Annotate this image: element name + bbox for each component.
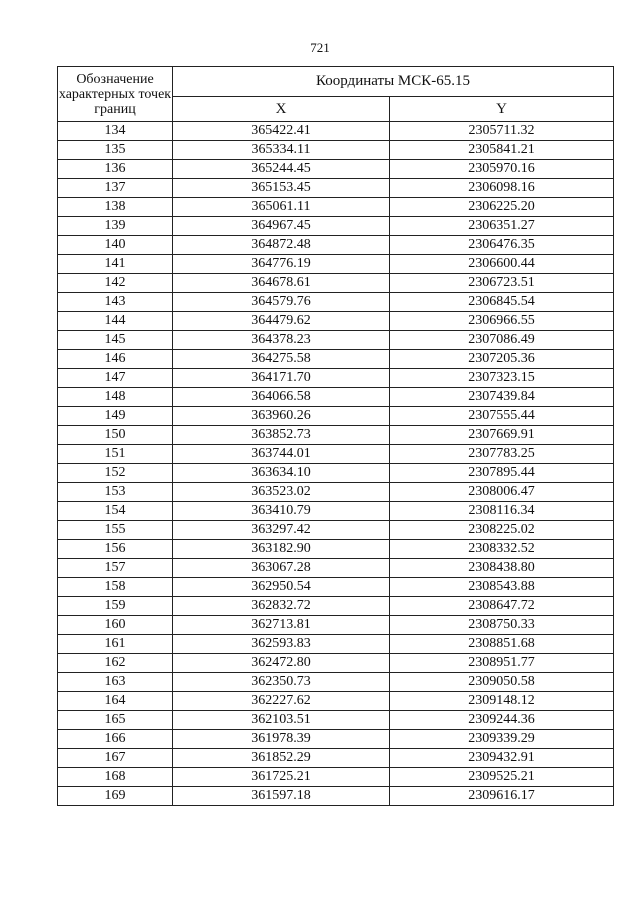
y-coordinate-cell: 2307669.91 [390, 426, 614, 445]
x-coordinate-cell: 361978.39 [173, 730, 390, 749]
table-row [58, 559, 614, 578]
point-number-cell: 157 [58, 559, 173, 578]
point-number-cell: 153 [58, 483, 173, 502]
x-coordinate-cell: 364678.61 [173, 274, 390, 293]
table-row [58, 597, 614, 616]
x-coordinate-cell: 363960.26 [173, 407, 390, 426]
table-row [58, 255, 614, 274]
point-number-cell: 164 [58, 692, 173, 711]
x-coordinate-cell: 364378.23 [173, 331, 390, 350]
table-row [58, 692, 614, 711]
y-coordinate-cell: 2309148.12 [390, 692, 614, 711]
point-number-cell: 142 [58, 274, 173, 293]
table-row [58, 217, 614, 236]
x-coordinate-cell: 363182.90 [173, 540, 390, 559]
x-coordinate-cell: 362227.62 [173, 692, 390, 711]
y-coordinate-cell: 2309244.36 [390, 711, 614, 730]
x-coordinate-cell: 363852.73 [173, 426, 390, 445]
y-coordinate-cell: 2306476.35 [390, 236, 614, 255]
point-number-cell: 135 [58, 141, 173, 160]
y-coordinate-cell: 2308006.47 [390, 483, 614, 502]
y-coordinate-cell: 2307555.44 [390, 407, 614, 426]
table-row [58, 236, 614, 255]
x-coordinate-cell: 362950.54 [173, 578, 390, 597]
point-number-cell: 145 [58, 331, 173, 350]
point-number-cell: 138 [58, 198, 173, 217]
point-number-cell: 139 [58, 217, 173, 236]
table-row [58, 464, 614, 483]
table-row [58, 521, 614, 540]
table-row [58, 578, 614, 597]
x-coordinate-cell: 364872.48 [173, 236, 390, 255]
point-number-cell: 169 [58, 787, 173, 806]
point-number-cell: 166 [58, 730, 173, 749]
point-number-cell: 162 [58, 654, 173, 673]
table-row [58, 730, 614, 749]
point-number-cell: 161 [58, 635, 173, 654]
point-number-cell: 150 [58, 426, 173, 445]
x-coordinate-cell: 361597.18 [173, 787, 390, 806]
point-number-cell: 147 [58, 369, 173, 388]
table-row [58, 198, 614, 217]
table-row [58, 388, 614, 407]
table-row [58, 179, 614, 198]
x-coordinate-cell: 361725.21 [173, 768, 390, 787]
table-row [58, 350, 614, 369]
point-number-cell: 134 [58, 122, 173, 141]
x-coordinate-cell: 361852.29 [173, 749, 390, 768]
y-coordinate-cell: 2309616.17 [390, 787, 614, 806]
table-row [58, 483, 614, 502]
y-coordinate-cell: 2307323.15 [390, 369, 614, 388]
x-coordinate-cell: 362593.83 [173, 635, 390, 654]
y-coordinate-cell: 2305711.32 [390, 122, 614, 141]
y-coordinate-cell: 2308225.02 [390, 521, 614, 540]
x-coordinate-cell: 363410.79 [173, 502, 390, 521]
table-row [58, 274, 614, 293]
x-coordinate-cell: 363523.02 [173, 483, 390, 502]
table-row [58, 122, 614, 141]
y-coordinate-cell: 2308438.80 [390, 559, 614, 578]
x-coordinate-cell: 362832.72 [173, 597, 390, 616]
y-coordinate-cell: 2309525.21 [390, 768, 614, 787]
y-coordinate-cell: 2309432.91 [390, 749, 614, 768]
point-number-cell: 141 [58, 255, 173, 274]
y-coordinate-cell: 2308647.72 [390, 597, 614, 616]
point-number-cell: 148 [58, 388, 173, 407]
coordinates-group-header: Координаты МСК-65.15 [173, 67, 614, 97]
table-row [58, 160, 614, 179]
point-number-cell: 152 [58, 464, 173, 483]
point-number-cell: 165 [58, 711, 173, 730]
x-coordinate-cell: 365422.41 [173, 122, 390, 141]
table-row [58, 711, 614, 730]
point-number-cell: 158 [58, 578, 173, 597]
table-row [58, 331, 614, 350]
page-number: 721 [310, 40, 330, 55]
x-coordinate-cell: 364776.19 [173, 255, 390, 274]
y-coordinate-cell: 2306351.27 [390, 217, 614, 236]
table-row [58, 673, 614, 692]
y-coordinate-cell: 2308543.88 [390, 578, 614, 597]
table-row [58, 616, 614, 635]
table-row [58, 768, 614, 787]
x-coordinate-cell: 362472.80 [173, 654, 390, 673]
y-coordinate-cell: 2307783.25 [390, 445, 614, 464]
point-number-cell: 154 [58, 502, 173, 521]
point-number-cell: 167 [58, 749, 173, 768]
x-coordinate-cell: 363297.42 [173, 521, 390, 540]
y-coordinate-cell: 2306845.54 [390, 293, 614, 312]
table-row [58, 312, 614, 331]
table-row [58, 654, 614, 673]
y-coordinate-cell: 2306225.20 [390, 198, 614, 217]
y-coordinate-cell: 2308750.33 [390, 616, 614, 635]
table-row [58, 502, 614, 521]
point-number-cell: 168 [58, 768, 173, 787]
table-row [58, 749, 614, 768]
point-number-cell: 156 [58, 540, 173, 559]
table-row [58, 635, 614, 654]
table-row [58, 293, 614, 312]
x-coordinate-cell: 364967.45 [173, 217, 390, 236]
x-coordinate-cell: 364579.76 [173, 293, 390, 312]
table-row [58, 407, 614, 426]
point-designation-header: Обозначение характерных точек границ [58, 67, 173, 122]
point-number-cell: 155 [58, 521, 173, 540]
x-coordinate-cell: 362713.81 [173, 616, 390, 635]
point-number-cell: 160 [58, 616, 173, 635]
y-coordinate-cell: 2306098.16 [390, 179, 614, 198]
x-coordinate-cell: 364479.62 [173, 312, 390, 331]
y-coordinate-cell: 2306966.55 [390, 312, 614, 331]
point-number-cell: 136 [58, 160, 173, 179]
x-coordinate-cell: 365153.45 [173, 179, 390, 198]
x-coordinate-cell: 364066.58 [173, 388, 390, 407]
point-number-cell: 163 [58, 673, 173, 692]
x-coordinate-cell: 365244.45 [173, 160, 390, 179]
point-number-cell: 140 [58, 236, 173, 255]
table-row [58, 141, 614, 160]
x-coordinate-cell: 363067.28 [173, 559, 390, 578]
x-coordinate-cell: 365061.11 [173, 198, 390, 217]
y-coordinate-cell: 2307205.36 [390, 350, 614, 369]
y-coordinate-cell: 2308332.52 [390, 540, 614, 559]
y-coordinate-cell: 2308951.77 [390, 654, 614, 673]
point-number-cell: 144 [58, 312, 173, 331]
x-coordinate-cell: 363634.10 [173, 464, 390, 483]
x-column-header: X [173, 96, 390, 121]
y-column-header: Y [390, 96, 614, 121]
y-coordinate-cell: 2309339.29 [390, 730, 614, 749]
y-coordinate-cell: 2305841.21 [390, 141, 614, 160]
x-coordinate-cell: 362350.73 [173, 673, 390, 692]
x-coordinate-cell: 362103.51 [173, 711, 390, 730]
y-coordinate-cell: 2308851.68 [390, 635, 614, 654]
point-number-cell: 149 [58, 407, 173, 426]
y-coordinate-cell: 2307895.44 [390, 464, 614, 483]
x-coordinate-cell: 363744.01 [173, 445, 390, 464]
y-coordinate-cell: 2307086.49 [390, 331, 614, 350]
x-coordinate-cell: 364275.58 [173, 350, 390, 369]
table-row [58, 426, 614, 445]
y-coordinate-cell: 2309050.58 [390, 673, 614, 692]
y-coordinate-cell: 2306723.51 [390, 274, 614, 293]
x-coordinate-cell: 364171.70 [173, 369, 390, 388]
x-coordinate-cell: 365334.11 [173, 141, 390, 160]
table-row [58, 787, 614, 806]
table-row [58, 369, 614, 388]
y-coordinate-cell: 2308116.34 [390, 502, 614, 521]
point-number-cell: 151 [58, 445, 173, 464]
table-row [58, 445, 614, 464]
table-body [58, 122, 614, 806]
y-coordinate-cell: 2306600.44 [390, 255, 614, 274]
point-number-cell: 137 [58, 179, 173, 198]
y-coordinate-cell: 2305970.16 [390, 160, 614, 179]
point-number-cell: 146 [58, 350, 173, 369]
table-row [58, 540, 614, 559]
coordinates-table [57, 66, 614, 806]
y-coordinate-cell: 2307439.84 [390, 388, 614, 407]
point-number-cell: 143 [58, 293, 173, 312]
point-number-cell: 159 [58, 597, 173, 616]
